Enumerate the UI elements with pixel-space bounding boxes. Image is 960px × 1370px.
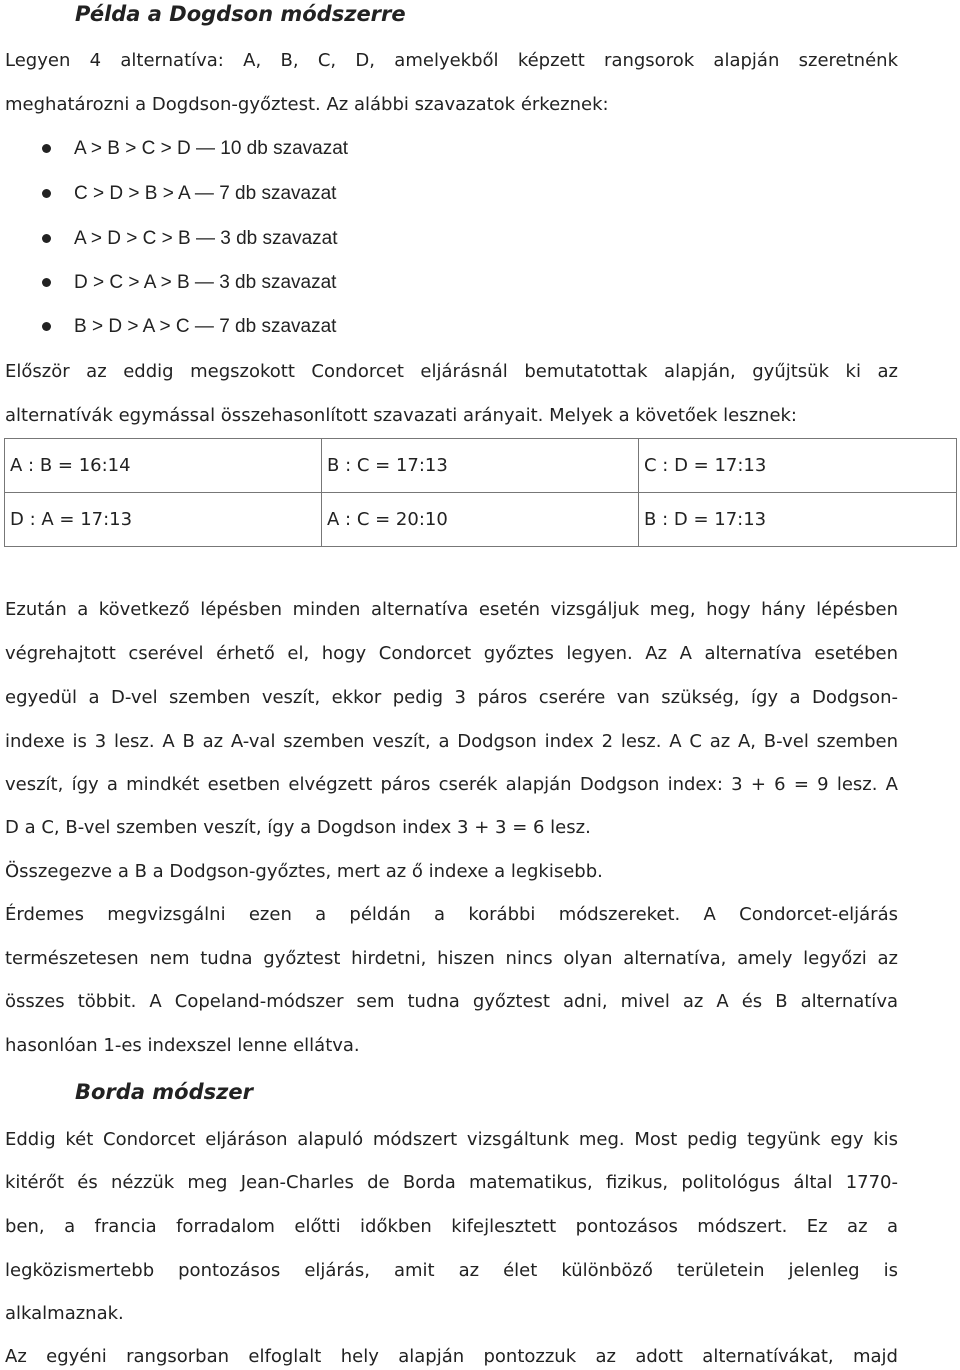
section-heading-dogdson: Példa a Dogdson módszerre <box>75 2 406 26</box>
bullet-icon <box>42 189 51 198</box>
paragraph-steps-line-2: végrehajtott cserével érhető el, hogy Condorcet győztes legyen. Az A alternatíva esetében <box>5 643 898 664</box>
vote-text: A > D > C > B — 3 db szavazat <box>74 228 338 249</box>
table-cell: A : C = 20:10 <box>322 493 639 547</box>
section-heading-borda: Borda módszer <box>75 1080 253 1104</box>
paragraph-scoring-line-1: Az egyéni rangsorban elfoglalt hely alapján pontozzuk az adott alternatívákat, majd <box>5 1346 898 1367</box>
paragraph-comparison-line-3: összes többit. A Copeland-módszer sem tudna győztest adni, mivel az A és B alternatíva <box>5 991 898 1012</box>
table-cell: C : D = 17:13 <box>639 439 957 493</box>
bullet-icon <box>42 144 51 153</box>
paragraph-borda-line-3: ben, a francia forradalom előtti időkben kifejlesztett pontozásos módszert. Ez az a <box>5 1216 898 1237</box>
paragraph-intro-line-1: Legyen 4 alternatíva: A, B, C, D, amelyekből képzett rangsorok alapján szeretnénk <box>5 50 898 71</box>
paragraph-steps-line-4: indexe is 3 lesz. A B az A-val szemben veszít, a Dodgson index 2 lesz. A C az A, B-vel szemben <box>5 731 898 752</box>
paragraph-borda-line-2: kitérőt és nézzük meg Jean-Charles de Borda matematikus, fizikus, politológus által 1770- <box>5 1172 898 1193</box>
bullet-icon <box>42 322 51 331</box>
paragraph-comparison-line-4: hasonlóan 1-es indexszel lenne ellátva. <box>5 1035 360 1056</box>
paragraph-intro-line-2: meghatározni a Dogdson-győztest. Az alábbi szavazatok érkeznek: <box>5 94 609 115</box>
paragraph-borda-line-5: alkalmaznak. <box>5 1303 124 1324</box>
vote-text: A > B > C > D — 10 db szavazat <box>74 138 349 159</box>
table-row <box>5 493 957 547</box>
bullet-icon <box>42 234 51 243</box>
vote-text: D > C > A > B — 3 db szavazat <box>74 272 337 293</box>
table-row <box>5 439 957 493</box>
vote-text: C > D > B > A — 7 db szavazat <box>74 183 337 204</box>
table-cell: D : A = 17:13 <box>5 493 322 547</box>
table-cell: B : C = 17:13 <box>322 439 639 493</box>
table-cell: A : B = 16:14 <box>5 439 322 493</box>
vote-text: B > D > A > C — 7 db szavazat <box>74 316 337 337</box>
pairwise-ratio-table <box>4 438 957 547</box>
paragraph-condorcet-line-2: alternatívák egymással összehasonlított szavazati arányait. Melyek a követőek lesznek: <box>5 405 797 426</box>
paragraph-condorcet-line-1: Először az eddig megszokott Condorcet eljárásnál bemutatottak alapján, gyűjtsük ki az <box>5 361 898 382</box>
paragraph-comparison-line-1: Érdemes megvizsgálni ezen a példán a korábbi módszereket. A Condorcet-eljárás <box>5 904 898 925</box>
paragraph-borda-line-1: Eddig két Condorcet eljáráson alapuló módszert vizsgáltunk meg. Most pedig tegyünk egy kis <box>5 1129 898 1150</box>
paragraph-steps-line-5: veszít, így a mindkét esetben elvégzett páros cserék alapján Dodgson index: 3 + 6 = 9 lesz. A <box>5 774 898 795</box>
paragraph-steps-line-6: D a C, B-vel szemben veszít, így a Dogdson index 3 + 3 = 6 lesz. <box>5 817 591 838</box>
paragraph-comparison-line-2: természetesen nem tudna győztest hirdetni, hiszen nincs olyan alternatíva, amely legyőzi az <box>5 948 898 969</box>
paragraph-borda-line-4: legközismertebb pontozásos eljárás, amit az élet különböző területein jelenleg is <box>5 1260 898 1281</box>
paragraph-steps-line-1: Ezután a következő lépésben minden alternatíva esetén vizsgáljuk meg, hogy hány lépésben <box>5 599 898 620</box>
paragraph-summary: Összegezve a B a Dodgson-győztes, mert az ő indexe a legkisebb. <box>5 861 603 882</box>
table-cell: B : D = 17:13 <box>639 493 957 547</box>
paragraph-steps-line-3: egyedül a D-vel szemben veszít, ekkor pedig 3 páros cserére van szükség, így a Dodgson- <box>5 687 898 708</box>
bullet-icon <box>42 278 51 287</box>
